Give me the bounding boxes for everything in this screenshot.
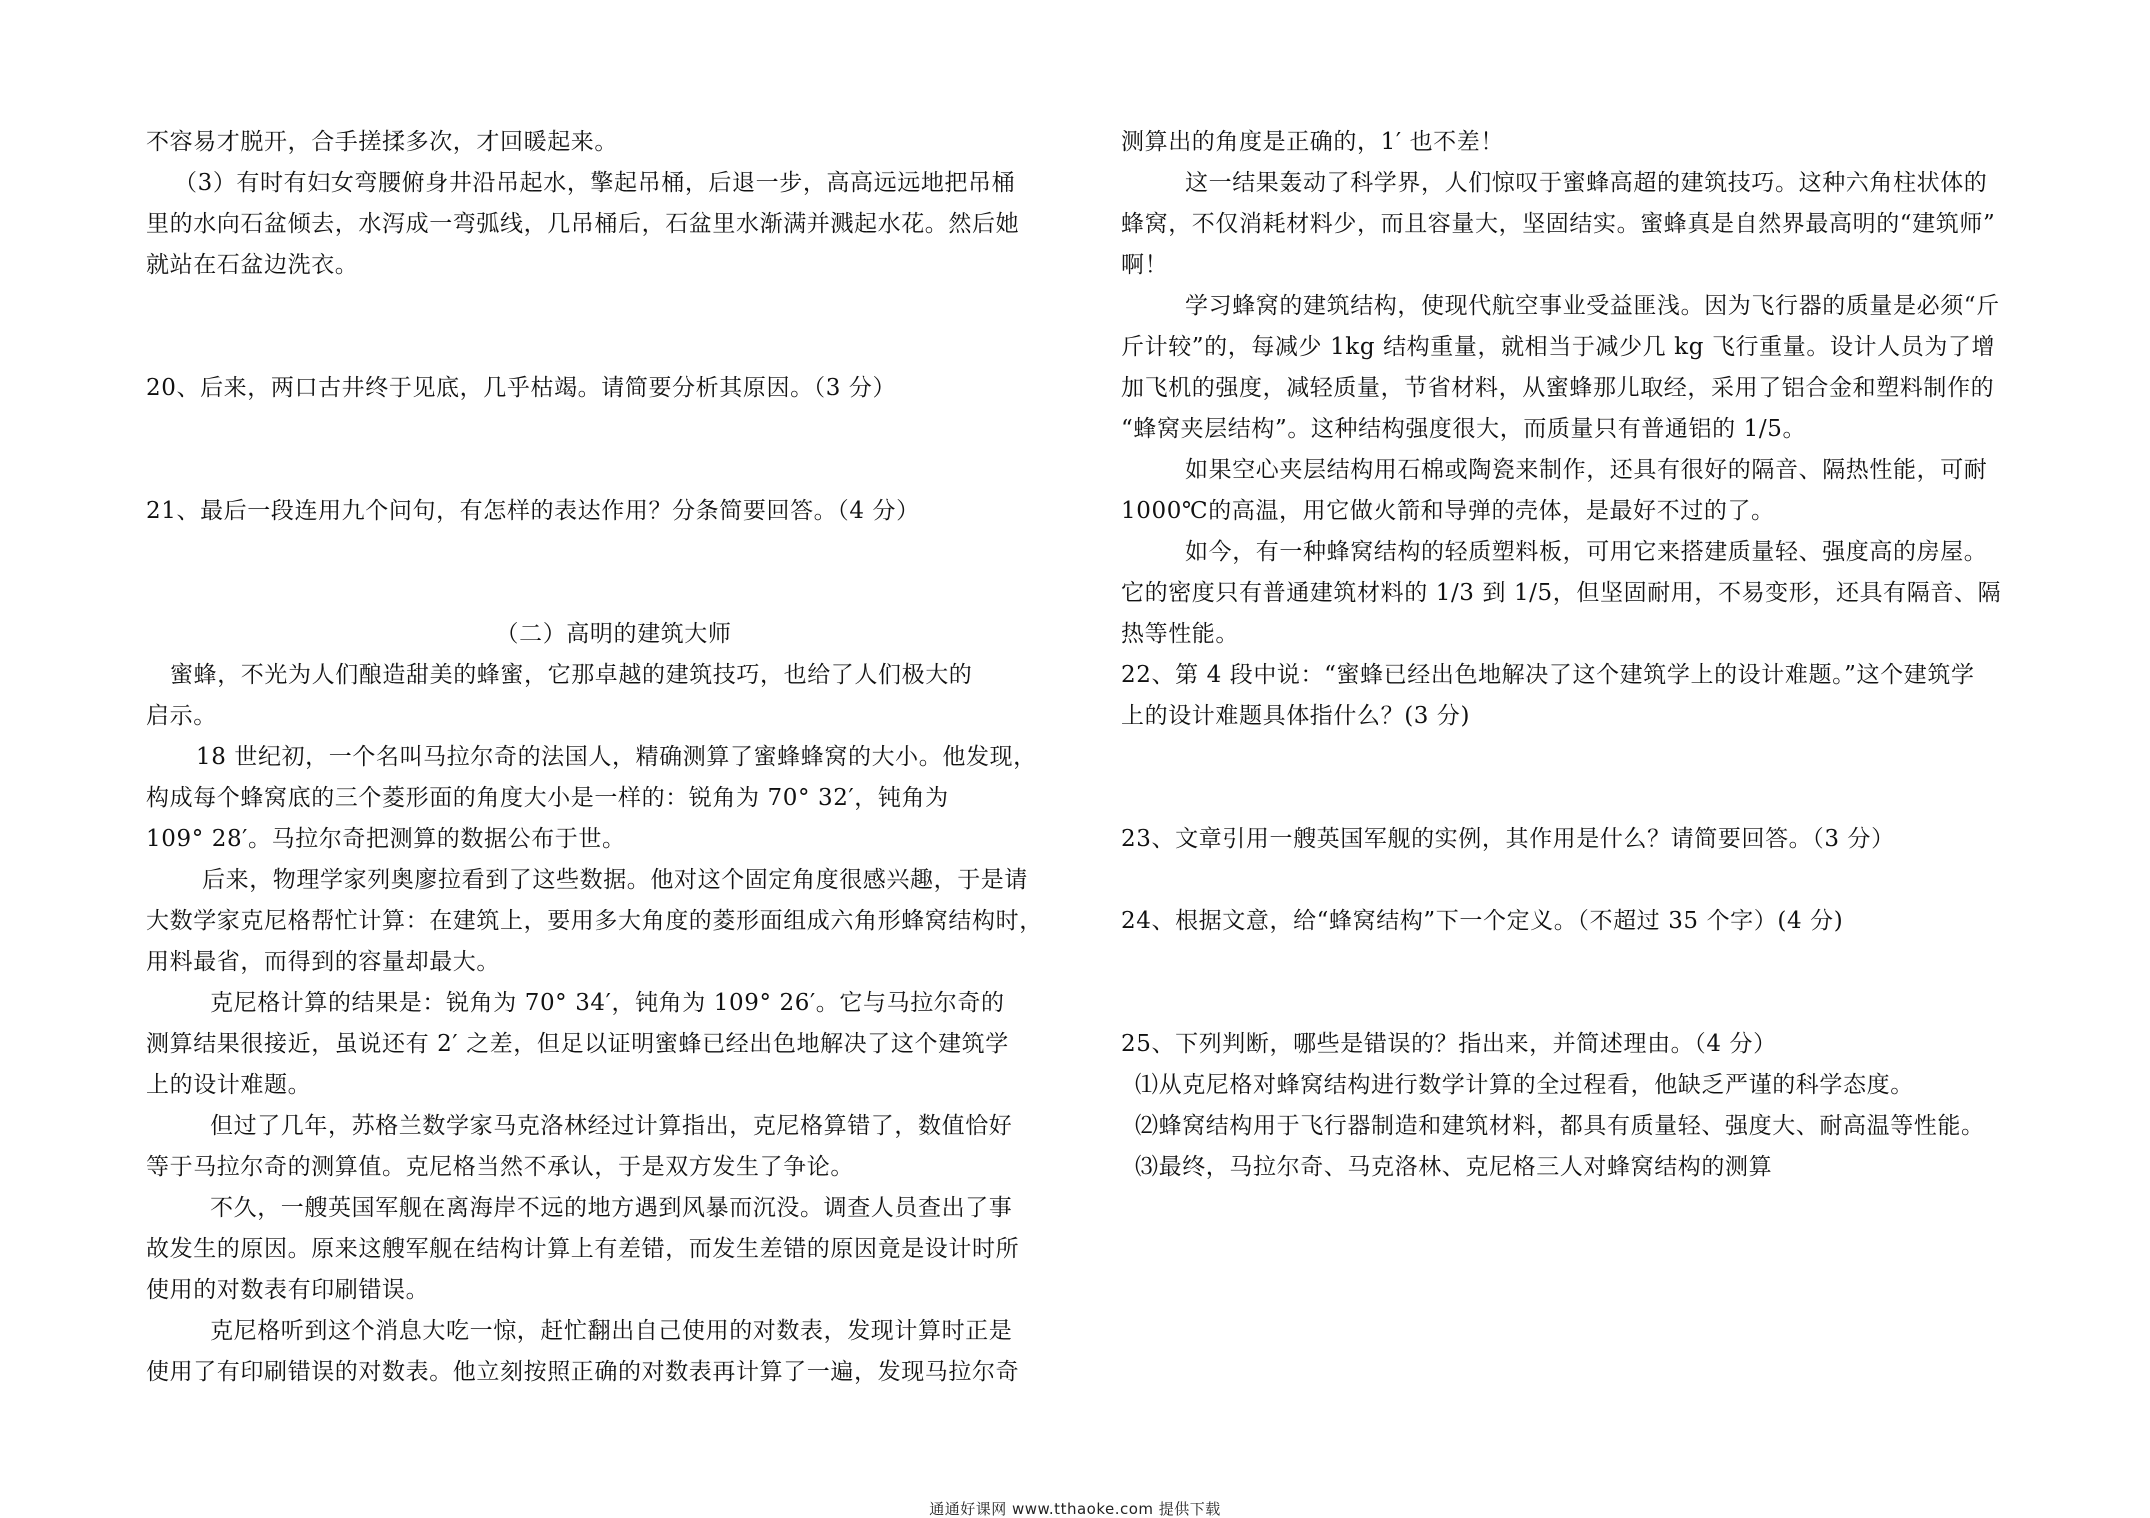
- passage-line: 使用的对数表有印刷错误。: [146, 1277, 430, 1303]
- passage-line: 109° 28′。马拉尔奇把测算的数据公布于世。: [146, 826, 626, 852]
- passage-line: 克尼格计算的结果是：锐角为 70° 34′，钝角为 109° 26′。它与马拉尔奇的: [210, 990, 1005, 1016]
- passage-line: 里的水向石盆倾去，水泻成一弯弧线，几吊桶后，石盆里水渐满并溅起水花。然后她: [146, 211, 1020, 237]
- option-3: ⑶最终，马拉尔奇、马克洛林、克尼格三人对蜂窝结构的测算: [1135, 1154, 1773, 1180]
- passage-line: 就站在石盆边洗衣。: [146, 252, 359, 278]
- passage-line: 故发生的原因。原来这艘军舰在结构计算上有差错，而发生差错的原因竟是设计时所: [146, 1236, 1020, 1262]
- passage-line: 啊！: [1121, 252, 1169, 278]
- answer-space: [146, 532, 1081, 573]
- passage-line: 克尼格听到这个消息大吃一惊，赶忙翻出自己使用的对数表，发现计算时正是: [210, 1318, 1013, 1344]
- footer-credit: 通通好课网 www.tthaoke.com 提供下载: [929, 1500, 1221, 1518]
- question-23: 23、文章引用一艘英国军舰的实例，其作用是什么？请简要回答。（3 分）: [1121, 826, 1895, 852]
- question-24: 24、根据文意，给“蜂窝结构”下一个定义。（不超过 35 个字）(4 分): [1121, 908, 1844, 934]
- passage-line: 如果空心夹层结构用石棉或陶瓷来制作，还具有很好的隔音、隔热性能，可耐: [1185, 457, 1988, 483]
- passage-line: 用料最省，而得到的容量却最大。: [146, 949, 500, 975]
- passage-line: 它的密度只有普通建筑材料的 1/3 到 1/5，但坚固耐用，不易变形，还具有隔音、隔: [1121, 580, 2002, 606]
- passage-line: 如今，有一种蜂窝结构的轻质塑料板，可用它来搭建质量轻、强度高的房屋。: [1185, 539, 1988, 565]
- passage-line: （3）有时有妇女弯腰俯身井沿吊起水，擎起吊桶，后退一步，高高远远地把吊桶: [174, 170, 1016, 196]
- passage-line: “蜂窝夹层结构”。这种结构强度很大，而质量只有普通铝的 1/5。: [1121, 416, 1807, 442]
- passage-line: 1000℃的高温，用它做火箭和导弹的壳体，是最好不过的了。: [1121, 498, 1775, 524]
- passage-line: 这一结果轰动了科学界，人们惊叹于蜜蜂高超的建筑技巧。这种六角柱状体的: [1185, 170, 1988, 196]
- passage-line: 但过了几年，苏格兰数学家马克洛林经过计算指出，克尼格算错了，数值恰好: [210, 1113, 1013, 1139]
- answer-space: [146, 450, 1081, 491]
- article-title: （二）高明的建筑大师: [495, 621, 732, 647]
- answer-space: [146, 286, 1081, 327]
- passage-line: 斤计较”的，每减少 1kg 结构重量，就相当于减少几 kg 飞行重量。设计人员为了增: [1121, 334, 1996, 360]
- passage-line: 构成每个蜂窝底的三个菱形面的角度大小是一样的：锐角为 70° 32′，钝角为: [146, 785, 949, 811]
- question-21: 21、最后一段连用九个问句，有怎样的表达作用？分条简要回答。（4 分）: [146, 498, 920, 524]
- passage-line: 上的设计难题。: [146, 1072, 312, 1098]
- answer-space: [146, 409, 1081, 450]
- answer-space: [146, 327, 1081, 368]
- passage-line: 后来，物理学家列奥廖拉看到了这些数据。他对这个固定角度很感兴趣，于是请: [202, 867, 1028, 893]
- question-25: 25、下列判断，哪些是错误的？指出来，并简述理由。（4 分）: [1121, 1031, 1777, 1057]
- passage-line: 启示。: [146, 703, 217, 729]
- passage-line: 不久，一艘英国军舰在离海岸不远的地方遇到风暴而沉没。调查人员查出了事: [210, 1195, 1013, 1221]
- option-2: ⑵蜂窝结构用于飞行器制造和建筑材料，都具有质量轻、强度大、耐高温等性能。: [1135, 1113, 1985, 1139]
- answer-space: [1121, 778, 2056, 819]
- option-1: ⑴从克尼格对蜂窝结构进行数学计算的全过程看，他缺乏严谨的科学态度。: [1135, 1072, 1914, 1098]
- passage-line: 18 世纪初，一个名叫马拉尔奇的法国人，精确测算了蜜蜂蜂窝的大小。他发现，: [196, 744, 1037, 770]
- passage-line: 热等性能。: [1121, 621, 1239, 647]
- question-22-cont: 上的设计难题具体指什么？(3 分): [1121, 703, 1471, 729]
- passage-line: 加飞机的强度，减轻质量，节省材料，从蜜蜂那儿取经，采用了铝合金和塑料制作的: [1121, 375, 1995, 401]
- right-column: [1121, 122, 2056, 1188]
- passage-line: 学习蜂窝的建筑结构，使现代航空事业受益匪浅。因为飞行器的质量是必须“斤: [1185, 293, 2000, 319]
- passage-line: 等于马拉尔奇的测算值。克尼格当然不承认，于是双方发生了争论。: [146, 1154, 854, 1180]
- answer-space: [1121, 983, 2056, 1024]
- answer-space: [146, 573, 1081, 614]
- question-20: 20、后来，两口古井终于见底，几乎枯竭。请简要分析其原因。（3 分）: [146, 375, 897, 401]
- passage-line: 蜂窝，不仅消耗材料少，而且容量大，坚固结实。蜜蜂真是自然界最高明的“建筑师”: [1121, 211, 1996, 237]
- passage-line: 蜜蜂，不光为人们酿造甜美的蜂蜜，它那卓越的建筑技巧，也给了人们极大的: [170, 662, 973, 688]
- passage-line: 测算出的角度是正确的，1′ 也不差！: [1121, 129, 1504, 155]
- answer-space: [1121, 737, 2056, 778]
- answer-space: [1121, 942, 2056, 983]
- passage-line: 使用了有印刷错误的对数表。他立刻按照正确的对数表再计算了一遍，发现马拉尔奇: [146, 1359, 1020, 1385]
- answer-space: [1121, 860, 2056, 901]
- passage-line: 大数学家克尼格帮忙计算：在建筑上，要用多大角度的菱形面组成六角形蜂窝结构时，: [146, 908, 1043, 934]
- passage-line: 不容易才脱开，合手搓揉多次，才回暖起来。: [146, 129, 618, 155]
- passage-line: 测算结果很接近，虽说还有 2′ 之差，但足以证明蜜蜂已经出色地解决了这个建筑学: [146, 1031, 1009, 1057]
- question-22: 22、第 4 段中说：“蜜蜂已经出色地解决了这个建筑学上的设计难题。”这个建筑学: [1121, 662, 1975, 688]
- left-column: [146, 122, 1081, 1393]
